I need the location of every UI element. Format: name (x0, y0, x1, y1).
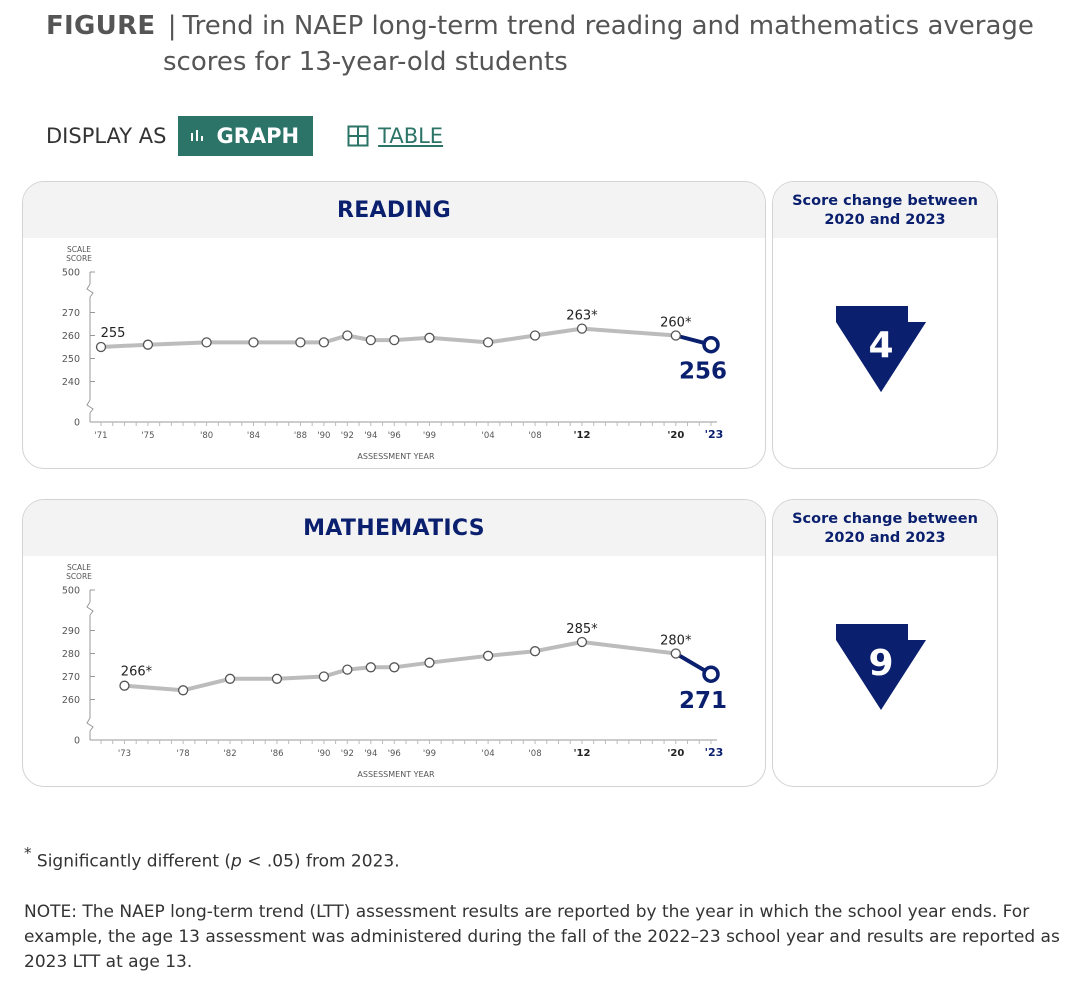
data-point-2023 (704, 338, 718, 352)
y-tick-label: 260 (61, 331, 80, 342)
data-label-2023: 271 (678, 688, 728, 715)
data-point (272, 674, 281, 683)
x-tick-label: '71 (94, 431, 108, 441)
graph-button[interactable] (178, 116, 313, 156)
y-tick-label: 500 (61, 267, 80, 279)
grid-table-icon (347, 125, 369, 147)
significance-footnote (24, 846, 400, 872)
data-point (343, 665, 352, 674)
x-tick-label: '80 (199, 431, 214, 441)
footnote-text-before: Significantly different ( (36, 851, 232, 872)
mathematics-line-chart (23, 500, 766, 787)
data-label-first: 266* (120, 664, 153, 680)
figure-title-line1: Trend in NAEP long-term trend reading and mathematics average (182, 11, 1034, 41)
bar-chart-icon (190, 128, 204, 144)
y-axis-break-top (87, 284, 93, 297)
y-tick-label: 270 (61, 672, 80, 683)
data-point (425, 658, 434, 667)
graph-button-label: GRAPH (216, 124, 300, 148)
y-tick-label: 270 (61, 308, 80, 319)
data-point (97, 343, 106, 352)
x-tick-label: '08 (528, 431, 542, 441)
reading-change-value: 4 (868, 325, 894, 366)
mathematics-score-change-panel (772, 499, 998, 787)
data-point (319, 672, 328, 681)
y-tick-label: 240 (61, 377, 80, 388)
data-point (577, 324, 586, 333)
data-point (249, 338, 258, 347)
down-arrow-icon (836, 624, 908, 640)
display-toggle (46, 116, 443, 156)
figure-title (46, 8, 1046, 80)
data-label: 263* (566, 308, 598, 324)
x-tick-label: '94 (364, 431, 378, 441)
mathematics-chart-panel (22, 499, 766, 787)
x-tick-label: '88 (293, 431, 308, 441)
x-tick-label: '94 (364, 749, 378, 759)
data-label: 260* (660, 315, 692, 331)
y-tick-label: 260 (61, 695, 80, 706)
mathematics-change-title-line2: 2020 and 2023 (824, 530, 946, 546)
x-tick-label: '20 (667, 430, 685, 441)
reading-change-title-line2: 2020 and 2023 (824, 212, 946, 228)
data-point (179, 686, 188, 695)
display-as-label: DISPLAY AS (46, 124, 167, 148)
x-tick-label: '90 (317, 749, 331, 759)
figure-separator: | (167, 11, 177, 41)
y-tick-label: 0 (73, 417, 80, 429)
data-point (143, 340, 152, 349)
figure-label: FIGURE (46, 11, 156, 41)
x-tick-label: '96 (387, 749, 401, 759)
data-point (425, 333, 434, 342)
x-tick-label: '08 (528, 749, 542, 759)
x-tick-label: '23 (704, 428, 724, 441)
footnote-text-after: < .05) from 2023. (241, 851, 400, 872)
data-point (577, 638, 586, 647)
mathematics-change-value: 9 (868, 643, 894, 684)
data-point (671, 649, 680, 658)
y-axis (87, 590, 93, 740)
series-line (101, 329, 676, 347)
y-axis-break-bottom (87, 400, 93, 413)
x-tick-label: '12 (573, 748, 591, 759)
x-tick-label: '12 (573, 430, 591, 441)
x-tick-label: '75 (141, 431, 155, 441)
series-line (124, 642, 675, 690)
y-tick-label: 280 (61, 649, 80, 660)
data-label: 280* (660, 633, 692, 649)
data-point (484, 651, 493, 660)
x-tick-label: '82 (223, 749, 237, 759)
data-point (120, 681, 129, 690)
data-point (671, 331, 680, 340)
table-button-label: TABLE (378, 124, 444, 148)
y-axis-title-line2: SCORE (66, 254, 92, 263)
footnote-p: p (231, 851, 242, 872)
y-axis-break-top (87, 602, 93, 615)
data-point (202, 338, 211, 347)
y-tick-label: 0 (73, 735, 80, 747)
data-point (226, 674, 235, 683)
x-tick-label: '20 (667, 748, 685, 759)
x-tick-label: '23 (704, 746, 724, 759)
x-tick-label: '78 (176, 749, 190, 759)
data-point (343, 331, 352, 340)
x-tick-label: '84 (246, 431, 261, 441)
ltt-note: NOTE: The NAEP long-term trend (LTT) assessment results are reported by the year in which the school year ends. For example, the age 13 assessment was administered during the fall of the 2022–23 school year and results are reported as 2023 LTT at age 13. (24, 902, 1060, 972)
data-label: 285* (566, 622, 598, 637)
data-label-2023: 256 (678, 358, 728, 385)
figure-title-line2: scores for 13-year-old students (163, 47, 568, 77)
y-tick-label: 290 (61, 626, 80, 637)
x-tick-label: '92 (340, 749, 354, 759)
y-axis (87, 272, 93, 422)
reading-change-title-line1: Score change between (792, 193, 978, 209)
x-tick-label: '90 (317, 431, 331, 441)
x-tick-label: '99 (422, 749, 437, 759)
mathematics-change-arrow-graphic (773, 500, 998, 787)
y-tick-label: 500 (61, 585, 80, 597)
data-point (484, 338, 493, 347)
x-tick-label: '04 (481, 431, 495, 441)
reading-chart-panel (22, 181, 766, 469)
x-tick-label: '86 (270, 749, 284, 759)
x-tick-label: '73 (117, 749, 132, 759)
reading-change-arrow-graphic (773, 182, 998, 469)
mathematics-change-title-line1: Score change between (792, 511, 978, 527)
footnote-star: * (24, 844, 32, 862)
reading-line-chart (23, 182, 766, 469)
x-tick-label: '96 (387, 431, 401, 441)
x-tick-label: '92 (340, 431, 354, 441)
y-tick-label: 250 (61, 354, 80, 365)
y-axis-title-line1: SCALE (66, 245, 92, 254)
data-point (531, 331, 540, 340)
x-axis-title: ASSESSMENT YEAR (357, 452, 435, 461)
x-tick-label: '99 (422, 431, 437, 441)
reading-score-change-panel (772, 181, 998, 469)
reading-chart-title: READING (336, 198, 451, 223)
data-point (319, 338, 328, 347)
x-tick-label: '04 (481, 749, 495, 759)
data-point-2023 (704, 667, 718, 681)
table-button[interactable] (347, 124, 443, 148)
y-axis-break-bottom (87, 718, 93, 731)
data-point (296, 338, 305, 347)
data-point (531, 647, 540, 656)
data-label-first: 255 (100, 326, 126, 341)
data-point (366, 336, 375, 345)
data-point (390, 336, 399, 345)
y-axis-title-line1: SCALE (66, 563, 92, 572)
y-axis-title-line2: SCORE (66, 572, 92, 581)
data-point (390, 663, 399, 672)
x-axis-title: ASSESSMENT YEAR (357, 770, 435, 779)
mathematics-chart-title: MATHEMATICS (303, 516, 485, 541)
data-point (366, 663, 375, 672)
